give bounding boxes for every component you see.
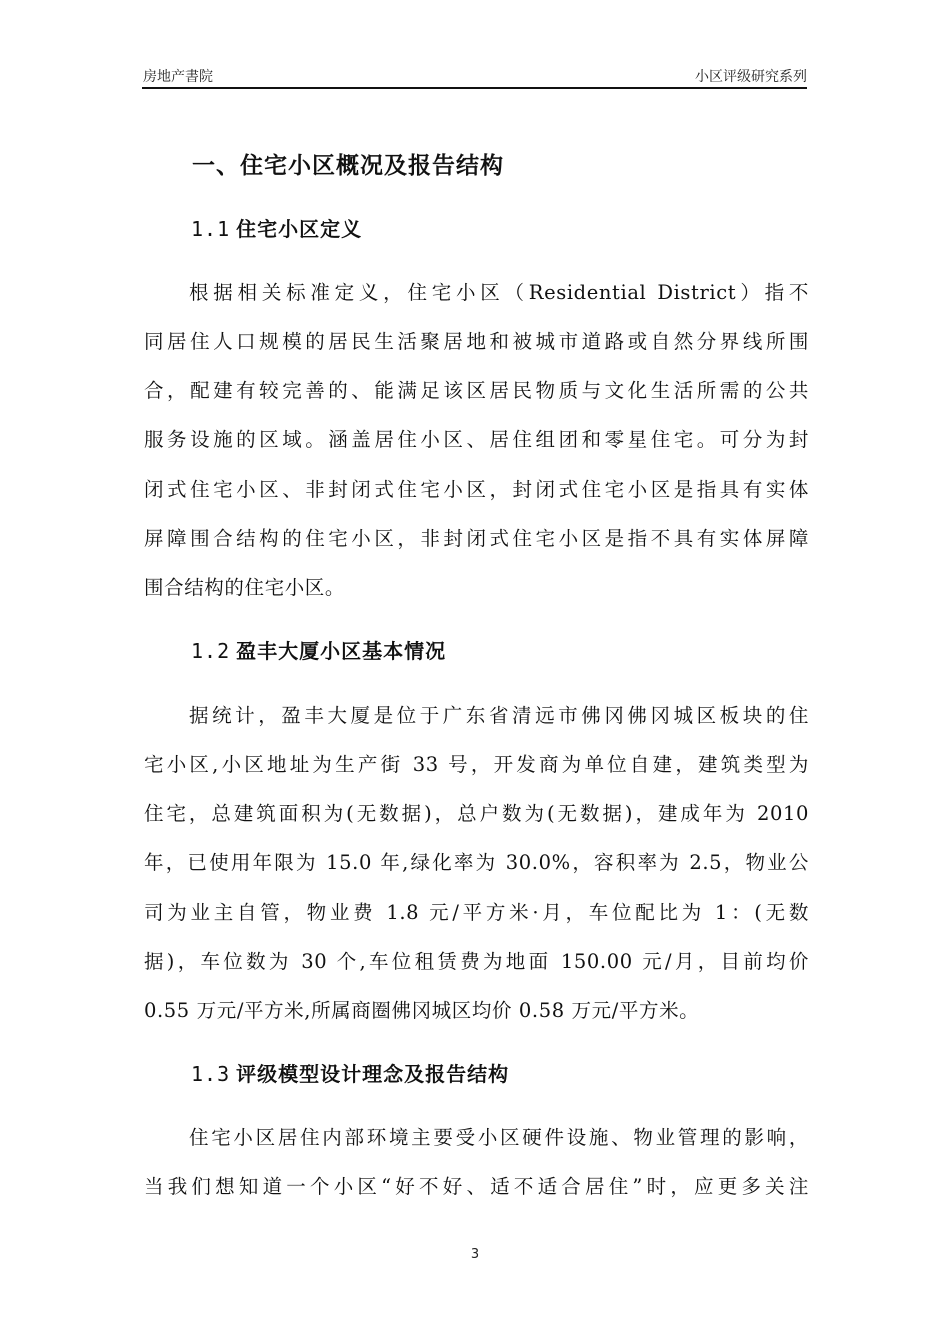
text-line: 当我们想知道一个小区“好不好、适不适合居住”时，应更多关注 [144, 1175, 809, 1198]
header-rule [142, 87, 807, 89]
section-title: 盈丰大厦小区基本情况 [236, 639, 447, 663]
section-title: 住宅小区定义 [236, 217, 363, 241]
text-line: 同居住人口规模的居民生活聚居地和被城市道路或自然分界线所围 [144, 330, 809, 353]
section-heading-1-2 [191, 635, 446, 664]
text-line: 合，配建有较完善的、能满足该区居民物质与文化生活所需的公共 [144, 379, 809, 402]
text-line: 司为业主自管，物业费 1.8 元/平方米·月，车位配比为 1：(无数 [144, 901, 809, 924]
section-number: 1.1 [191, 217, 231, 241]
text-line: 据)，车位数为 30 个,车位租赁费为地面 150.00 元/月，目前均价 [144, 950, 809, 973]
section-number: 1.2 [191, 639, 231, 663]
text-line: 屏障围合结构的住宅小区，非封闭式住宅小区是指不具有实体屏障 [144, 527, 809, 550]
text-line: 围合结构的住宅小区。 [144, 576, 346, 599]
text-line: 年，已使用年限为 15.0 年,绿化率为 30.0%，容积率为 2.5，物业公 [144, 851, 809, 874]
text-line: 服务设施的区域。涵盖居住小区、居住组团和零星住宅。可分为封 [144, 428, 809, 451]
text-line: 据统计，盈丰大厦是位于广东省清远市佛冈佛冈城区板块的住 [189, 704, 809, 727]
section-heading-1-3 [191, 1058, 509, 1087]
header-series: 小区评级研究系列 [695, 69, 807, 85]
section-title: 评级模型设计理念及报告结构 [236, 1062, 510, 1086]
text-line: 住宅小区居住内部环境主要受小区硬件设施、物业管理的影响， [189, 1126, 809, 1149]
text-line: 闭式住宅小区、非封闭式住宅小区，封闭式住宅小区是指具有实体 [144, 478, 809, 501]
text-line: 0.55 万元/平方米,所属商圈佛冈城区均价 0.58 万元/平方米。 [144, 999, 700, 1022]
text-line: 住宅，总建筑面积为(无数据)，总户数为(无数据)，建成年为 2010 [144, 802, 809, 825]
header-publisher: 房地产書院 [143, 69, 213, 85]
section-number: 1.3 [191, 1062, 231, 1086]
chapter-title: 一、住宅小区概况及报告结构 [192, 153, 504, 179]
text-line: 宅小区,小区地址为生产街 33 号，开发商为单位自建，建筑类型为 [144, 753, 809, 776]
text-line: 根据相关标准定义，住宅小区（Residential District）指不 [189, 281, 809, 304]
section-heading-1-1 [191, 213, 362, 242]
page-number: 3 [470, 1247, 480, 1262]
